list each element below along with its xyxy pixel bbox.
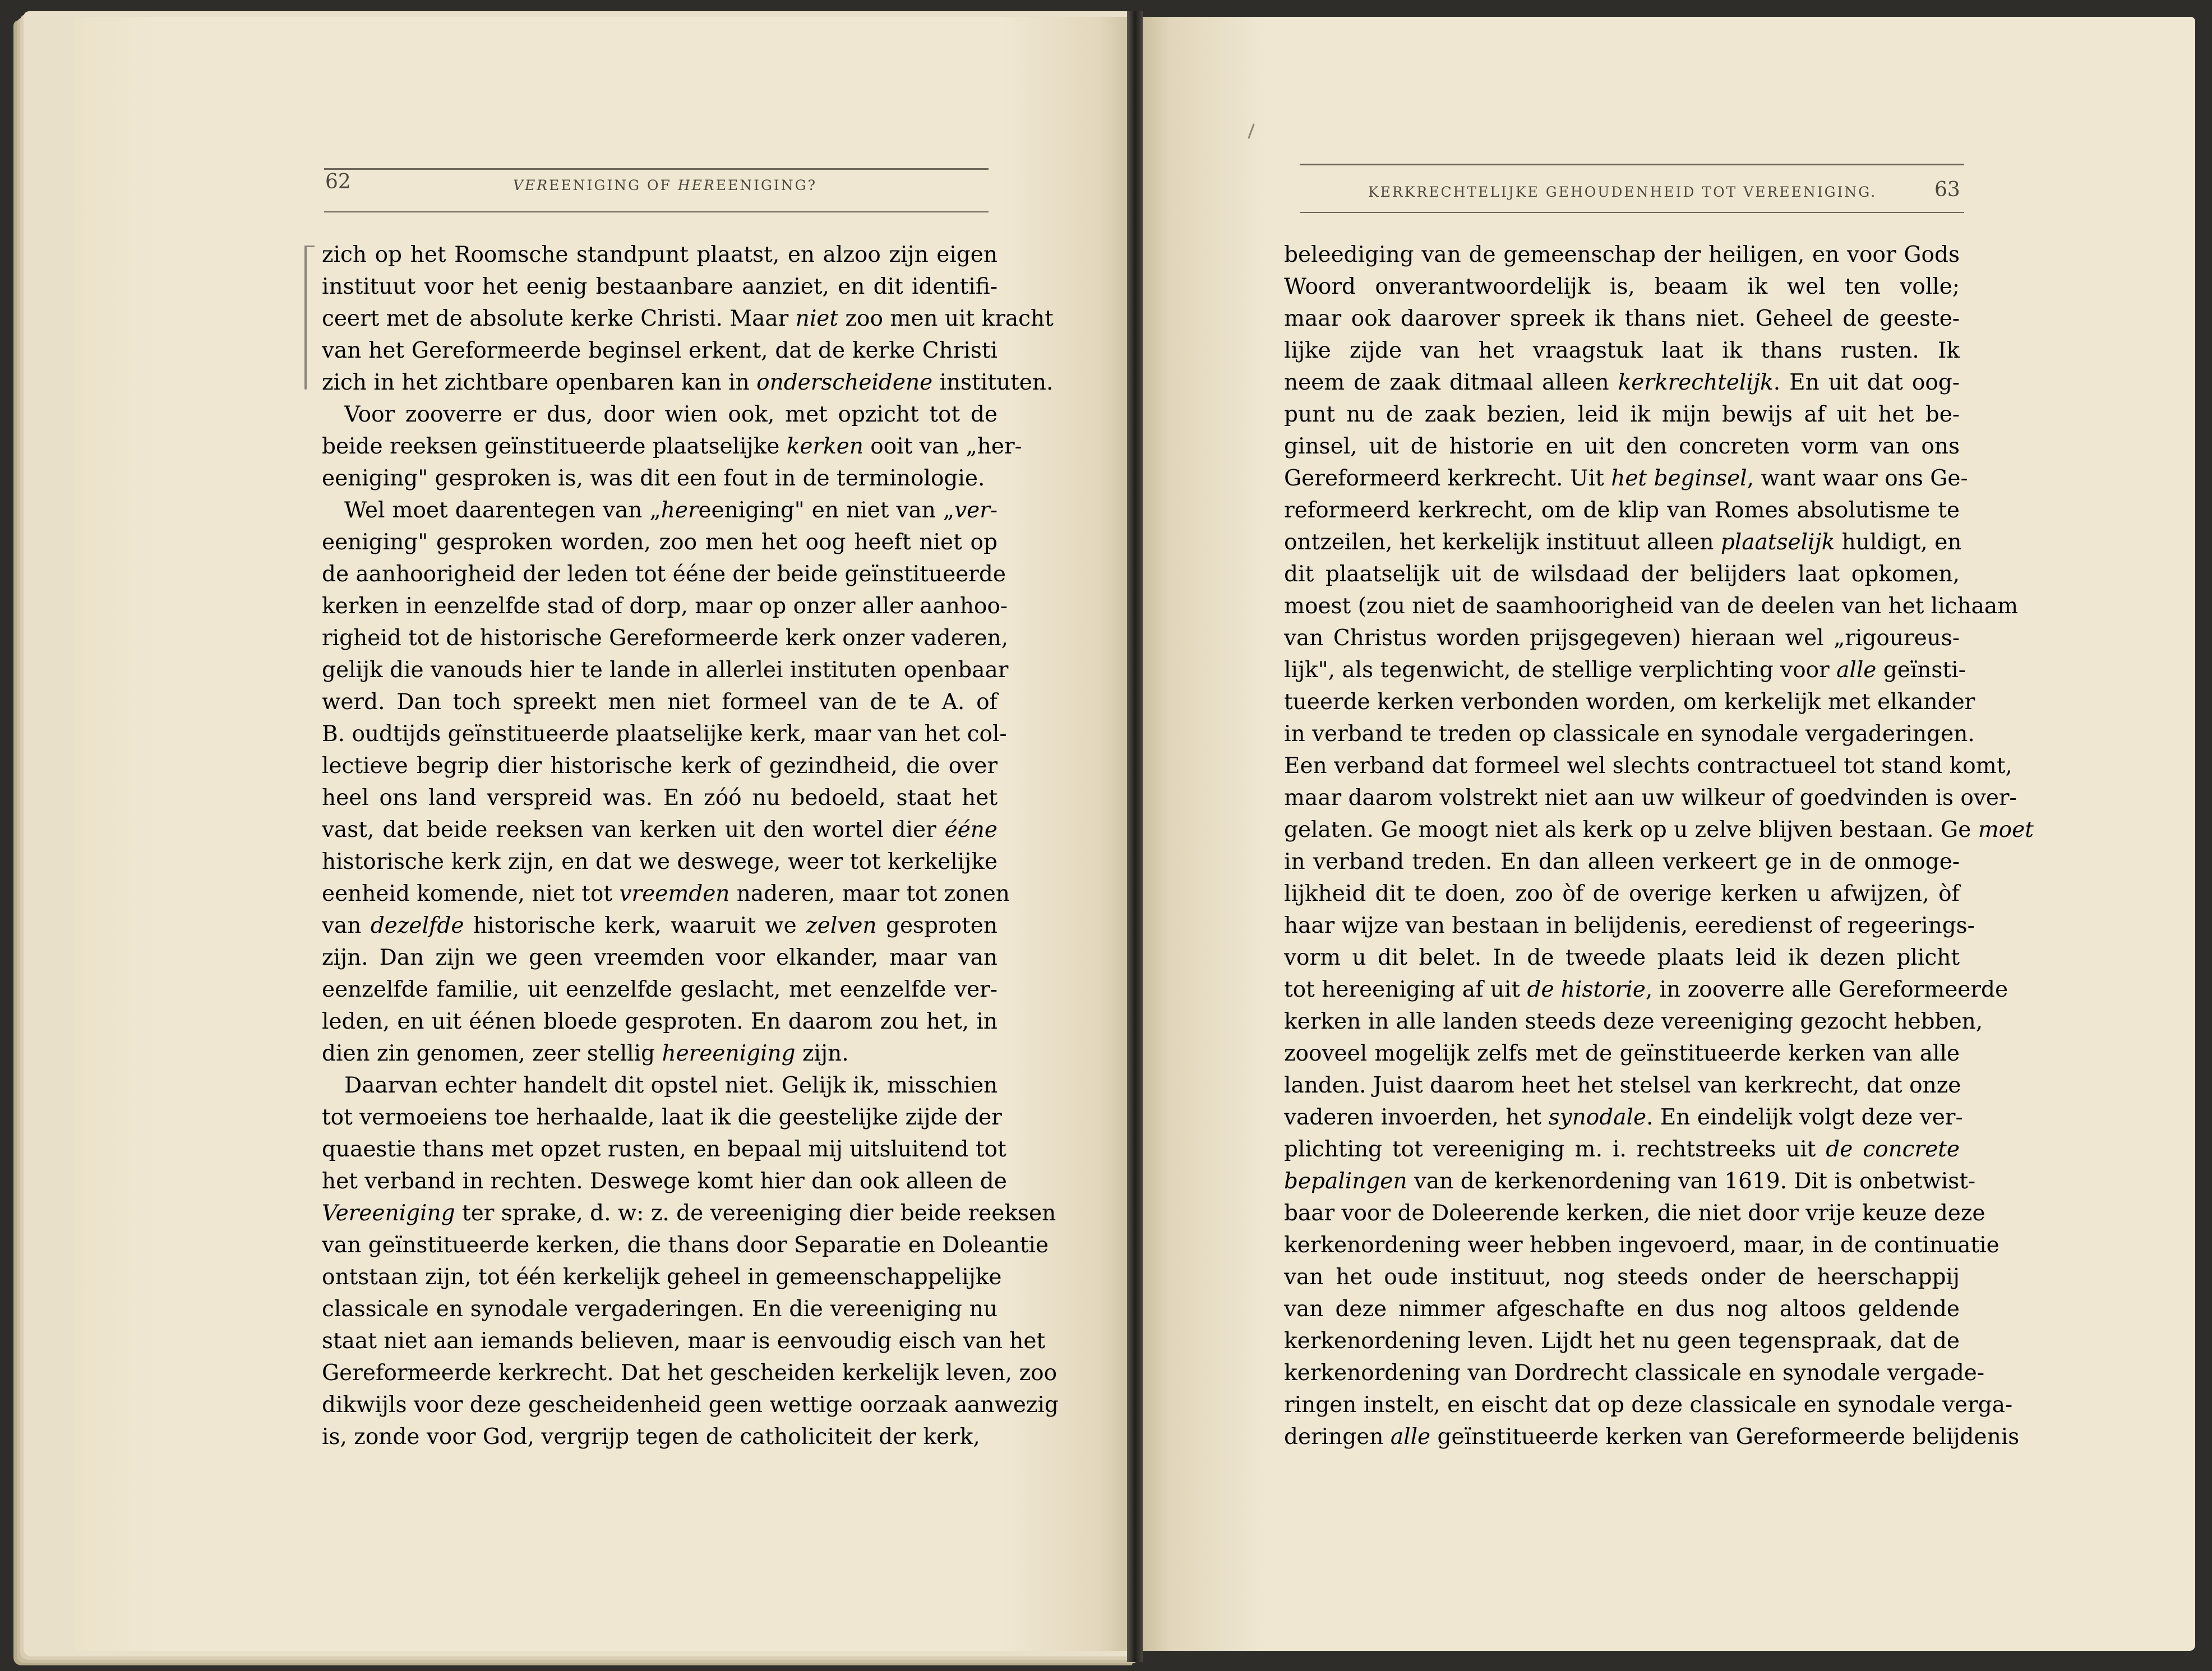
text-line: Vereeniging ter sprake, d. w: z. de vereeniging dier beide reeksen <box>322 1201 1056 1226</box>
right-text-column <box>1284 239 2034 1453</box>
text-line: tueerde kerken verbonden worden, om kerkelijk met elkander <box>1284 689 1975 715</box>
book-gutter <box>1127 11 1143 1662</box>
pencil-margin-line <box>304 247 307 390</box>
text-line: staat niet aan iemands believen, maar is eenvoudig eisch van het <box>322 1329 1046 1354</box>
emphasis: alle <box>1836 658 1877 683</box>
right-header-rule-top <box>1300 164 1964 165</box>
text-line: eeniging" gesproken worden, zoo men het oog heeft niet op <box>322 530 998 555</box>
text-line: heel ons land verspreid was. En zóó nu bedoeld, staat het <box>322 785 998 811</box>
text-line: classicale en synodale vergaderingen. En die vereeniging nu <box>322 1297 998 1322</box>
emphasis: ééne <box>944 817 998 843</box>
emphasis: het beginsel <box>1611 466 1747 491</box>
emphasis: niet <box>795 306 839 331</box>
pencil-margin-tick <box>304 246 315 247</box>
text-line: lijke zijde van het vraagstuk laat ik thans rusten. Ik <box>1284 338 1960 363</box>
text-line: zich op het Roomsche standpunt plaatst, en alzoo zijn eigen <box>322 242 998 267</box>
text-line: vast, dat beide reeksen van kerken uit den wortel dier ééne <box>322 817 998 843</box>
emphasis: moet <box>1978 817 2034 843</box>
text-line: kerkenordening weer hebben ingevoerd, maar, in de continuatie <box>1284 1233 1999 1258</box>
text-line: ontzeilen, het kerkelijk instituut alleen plaatselijk huldigt, en <box>1284 530 1962 555</box>
running-head-text: EENIGING OF <box>549 177 678 193</box>
text-line: kerken in alle landen steeds deze vereeniging gezocht hebben, <box>1284 1009 1983 1034</box>
emphasis: dezelfde <box>370 913 464 938</box>
text-line: van het Gereformeerde beginsel erkent, dat de kerke Christi <box>322 338 998 363</box>
text-line: Wel moet daarentegen van „hereeniging" en niet van „ver- <box>344 498 998 523</box>
emphasis: kerken <box>786 434 863 459</box>
emphasis: de historie <box>1527 977 1646 1002</box>
text-line: baar voor de Doleerende kerken, die niet door vrije keuze deze <box>1284 1201 1985 1226</box>
text-line: van het oude instituut, nog steeds onder de heerschappij <box>1284 1265 1960 1290</box>
text-line: lijkheid dit te doen, zoo òf de overige kerken u afwijzen, òf <box>1284 881 1960 906</box>
text-line: van geïnstitueerde kerken, die thans door Separatie en Doleantie <box>322 1233 1049 1258</box>
text-line: van dezelfde historische kerk, waaruit we zelven gesproten <box>322 913 998 938</box>
text-line: in verband te treden op classicale en synodale vergaderingen. <box>1284 721 1975 747</box>
text-line: kerkenordening leven. Lijdt het nu geen tegenspraak, dat de <box>1284 1329 1960 1354</box>
text-line: plichting tot vereeniging m. i. rechtstreeks uit de concrete <box>1284 1137 1960 1162</box>
emphasis: synodale <box>1548 1105 1647 1130</box>
text-line: moest (zou niet de saamhoorigheid van de deelen van het lichaam <box>1284 594 2019 619</box>
text-line: zich in het zichtbare openbaren kan in onderscheidene instituten. <box>322 370 1054 395</box>
text-line: gelaten. Ge moogt niet als kerk op u zelve blijven bestaan. Ge moet <box>1284 817 2034 843</box>
running-head-italic-ver: VER <box>513 177 549 193</box>
text-line: tot vermoeiens toe herhaalde, laat ik die geestelijke zijde der <box>322 1105 1002 1130</box>
text-line: deringen alle geïnstitueerde kerken van Gereformeerde belijdenis <box>1284 1424 2020 1450</box>
text-line: haar wijze van bestaan in belijdenis, eeredienst of regeerings- <box>1284 913 1975 938</box>
left-text-column <box>322 239 1059 1453</box>
right-header-rule-bottom <box>1300 212 1964 213</box>
text-line: werd. Dan toch spreekt men niet formeel van de te A. of <box>322 689 998 715</box>
text-line: het verband in rechten. Deswege komt hier dan ook alleen de <box>322 1169 1007 1194</box>
text-line: eenheid komende, niet tot vreemden naderen, maar tot zonen <box>322 881 1010 906</box>
text-line: dikwijls voor deze gescheidenheid geen wettige oorzaak aanwezig <box>322 1392 1059 1418</box>
text-line: bepalingen van de kerkenordening van 1619. Dit is onbetwist- <box>1284 1169 1976 1194</box>
text-line: landen. Juist daarom heet het stelsel van kerkrecht, dat onze <box>1284 1073 1961 1098</box>
text-line: beleediging van de gemeenschap der heiligen, en voor Gods <box>1284 242 1960 267</box>
emphasis: ver- <box>954 498 998 523</box>
text-line: kerkenordening van Dordrecht classicale en synodale vergade- <box>1284 1360 1985 1386</box>
left-header-rule-top <box>324 168 989 170</box>
running-head-italic-her: HER <box>677 177 716 193</box>
text-line: leden, en uit éénen bloede gesproten. En daarom zou het, in <box>322 1009 998 1034</box>
left-header-rule-bottom <box>324 211 989 212</box>
emphasis: de concrete <box>1826 1137 1960 1162</box>
text-line: historische kerk zijn, en dat we deswege, weer tot kerkelijke <box>322 849 998 874</box>
text-line: vorm u dit belet. In de tweede plaats leid ik dezen plicht <box>1284 945 1960 970</box>
text-line: instituut voor het eenig bestaanbare aanziet, en dit identifi- <box>322 274 998 299</box>
text-line: tot hereeniging af uit de historie, in zooverre alle Gereformeerde <box>1284 977 2008 1002</box>
text-line: Gereformeerd kerkrecht. Uit het beginsel, want waar ons Ge- <box>1284 466 1968 491</box>
text-line: ontstaan zijn, tot één kerkelijk geheel in gemeenschappelijke <box>322 1265 1002 1290</box>
text-line: maar daarom volstrekt niet aan uw wilkeur of goedvinden is over- <box>1284 785 2017 811</box>
emphasis: bepalingen <box>1284 1169 1407 1194</box>
text-line: ginsel, uit de historie en uit den concreten vorm van ons <box>1284 434 1960 459</box>
text-line: is, zonde voor God, vergrijp tegen de catholiciteit der kerk, <box>322 1424 980 1450</box>
text-line: Woord onverantwoordelijk is, beaam ik wel ten volle; <box>1284 274 1960 299</box>
text-line: reformeerd kerkrecht, om de klip van Romes absolutisme te <box>1284 498 1960 523</box>
text-line: B. oudtijds geïnstitueerde plaatselijke kerk, maar van het col- <box>322 721 1007 747</box>
text-line: kerken in eenzelfde stad of dorp, maar op onzer aller aanhoo- <box>322 594 1008 619</box>
text-line: in verband treden. En dan alleen verkeert ge in de onmoge- <box>1284 849 1960 874</box>
running-head-text-end: EENIGING? <box>715 177 818 193</box>
emphasis: her <box>661 498 699 523</box>
text-line: Gereformeerde kerkrecht. Dat het gescheiden kerkelijk leven, zoo <box>322 1360 1057 1386</box>
emphasis: zelven <box>806 913 877 938</box>
emphasis: onderscheidene <box>756 370 933 395</box>
emphasis: vreemden <box>619 881 730 906</box>
text-line: ceert met de absolute kerke Christi. Maar niet zoo men uit kracht <box>322 306 1054 331</box>
emphasis: kerkrechtelijk <box>1618 370 1774 395</box>
emphasis: plaatselijk <box>1720 530 1835 555</box>
text-line: lectieve begrip dier historische kerk of gezindheid, die over <box>322 753 998 779</box>
right-page-number: 63 <box>1934 178 1960 201</box>
emphasis: alle <box>1390 1424 1431 1450</box>
text-line: righeid tot de historische Gereformeerde kerk onzer vaderen, <box>322 626 1009 651</box>
text-line: Daarvan echter handelt dit opstel niet. Gelijk ik, misschien <box>344 1073 998 1098</box>
text-line: gelijk die vanouds hier te lande in allerlei instituten openbaar <box>322 658 1009 683</box>
text-line: maar ook daarover spreek ik thans niet. Geheel de geeste- <box>1284 306 1960 331</box>
text-line: beide reeksen geïnstitueerde plaatselijke kerken ooit van „her- <box>322 434 1022 459</box>
text-line: zooveel mogelijk zelfs met de geïnstitueerde kerken van alle <box>1284 1041 1960 1066</box>
text-line: van deze nimmer afgeschafte en dus nog altoos geldende <box>1284 1297 1960 1322</box>
text-line: dit plaatselijk uit de wilsdaad der belijders laat opkomen, <box>1284 562 1960 587</box>
text-line: Een verband dat formeel wel slechts contractueel tot stand komt, <box>1284 753 2012 779</box>
left-page-number: 62 <box>325 170 351 193</box>
text-line: neem de zaak ditmaal alleen kerkrechtelijk. En uit dat oog- <box>1284 370 1960 395</box>
emphasis: Vereeniging <box>322 1201 455 1226</box>
text-line: quaestie thans met opzet rusten, en bepaal mij uitsluitend tot <box>322 1137 1006 1162</box>
text-line: punt nu de zaak bezien, leid ik mijn bewijs af uit het be- <box>1284 402 1960 427</box>
text-line: vaderen invoerden, het synodale. En eindelijk volgt deze ver- <box>1284 1105 1963 1130</box>
text-line: van Christus worden prijsgegeven) hieraan wel „rigoureus- <box>1284 626 1960 651</box>
text-line: zijn. Dan zijn we geen vreemden voor elkander, maar van <box>322 945 998 970</box>
text-line: de aanhoorigheid der leden tot ééne der beide geïnstitueerde <box>322 562 1006 587</box>
right-running-head: KERKRECHTELIJKE GEHOUDENHEID TOT VEREENIGING. <box>1368 184 1877 200</box>
text-line: lijk", als tegenwicht, de stellige verplichting voor alle geïnsti- <box>1284 658 1966 683</box>
emphasis: hereeniging <box>662 1041 796 1066</box>
text-line: eenzelfde familie, uit eenzelfde geslacht, met eenzelfde ver- <box>322 977 998 1002</box>
text-line: ringen instelt, en eischt dat op deze classicale en synodale verga- <box>1284 1392 2013 1418</box>
text-line: Voor zooverre er dus, door wien ook, met opzicht tot de <box>344 402 998 427</box>
text-line: dien zin genomen, zeer stellig hereeniging zijn. <box>322 1041 849 1066</box>
left-running-head <box>513 177 817 193</box>
text-line: eeniging" gesproken is, was dit een fout in de terminologie. <box>322 466 985 491</box>
